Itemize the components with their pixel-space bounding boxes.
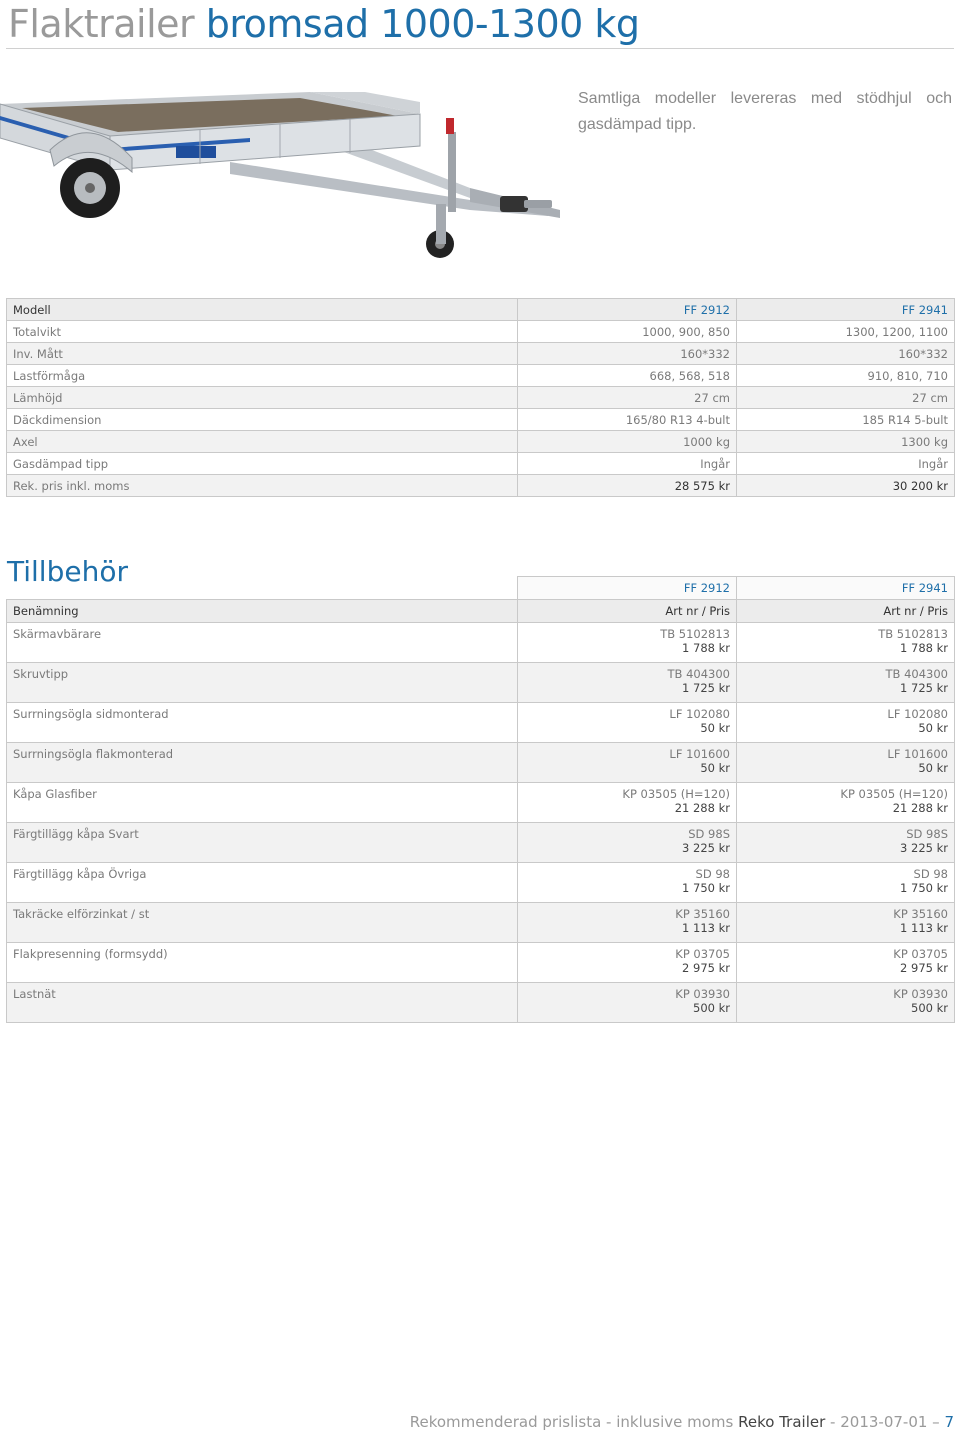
column-name-header: Benämning [7,600,518,623]
accessory-a [518,743,737,783]
article-number: KP 03705 [893,947,948,961]
spec-value-b: 27 cm [737,387,955,409]
accessory-a [518,863,737,903]
article-number: LF 101600 [669,747,730,761]
accessory-b [737,983,955,1023]
spec-value-b: 1300, 1200, 1100 [737,321,955,343]
accessory-b [737,623,955,663]
accessory-row [7,743,955,783]
accessory-name: Färgtillägg kåpa Svart [7,823,518,863]
accessory-name: Kåpa Glasfiber [7,783,518,823]
spec-label: Rek. pris inkl. moms [7,475,518,497]
spec-value-b: Ingår [737,453,955,475]
spec-value-a: 27 cm [518,387,737,409]
spec-value-a: 1000 kg [518,431,737,453]
spec-value-b: 1300 kg [737,431,955,453]
spec-row [7,409,955,431]
price: 1 725 kr [682,681,730,695]
page-title [8,2,640,46]
price: 1 750 kr [682,881,730,895]
accessory-a [518,663,737,703]
price: 1 750 kr [900,881,948,895]
accessory-b [737,863,955,903]
accessories-title: Tillbehör [7,555,128,588]
spec-value-a: 160*332 [518,343,737,365]
spec-value-a: 1000, 900, 850 [518,321,737,343]
spec-value-a: 165/80 R13 4-bult [518,409,737,431]
article-number: KP 03930 [893,987,948,1001]
spec-value-b: 30 200 kr [737,475,955,497]
title-divider [6,48,954,49]
accessory-b [737,823,955,863]
spec-row [7,431,955,453]
accessory-row [7,983,955,1023]
spec-label: Modell [7,299,518,321]
accessory-row [7,903,955,943]
accessory-a [518,903,737,943]
accessory-row [7,823,955,863]
accessory-name: Färgtillägg kåpa Övriga [7,863,518,903]
spec-label: Gasdämpad tipp [7,453,518,475]
price: 3 225 kr [682,841,730,855]
spec-label: Lastförmåga [7,365,518,387]
spec-row [7,453,955,475]
spec-label: Inv. Mått [7,343,518,365]
accessory-row [7,783,955,823]
spec-label: Däckdimension [7,409,518,431]
accessory-name: Lastnät [7,983,518,1023]
price: 1 788 kr [682,641,730,655]
accessory-b [737,743,955,783]
accessory-row [7,623,955,663]
article-number: KP 03705 [675,947,730,961]
price: 1 725 kr [900,681,948,695]
spec-value-b: 910, 810, 710 [737,365,955,387]
price: 3 225 kr [900,841,948,855]
trailer-image [0,92,580,270]
spec-label: Axel [7,431,518,453]
spec-table [6,298,955,497]
column-a-header: Art nr / Pris [518,600,737,623]
accessory-name: Flakpresenning (formsydd) [7,943,518,983]
price: 21 288 kr [674,801,730,815]
model-spacer [7,577,518,600]
spec-row [7,387,955,409]
accessory-row [7,863,955,903]
price: 50 kr [700,761,730,775]
article-number: TB 5102813 [660,627,730,641]
accessories-model-a: FF 2912 [518,577,737,600]
spec-label: Totalvikt [7,321,518,343]
page-number: 7 [944,1413,954,1431]
spec-value-a: Ingår [518,453,737,475]
price: 50 kr [918,761,948,775]
spec-row [7,365,955,387]
page-footer [410,1413,954,1431]
price: 1 113 kr [682,921,730,935]
article-number: TB 404300 [885,667,948,681]
article-number: LF 102080 [887,707,948,721]
column-b-header: Art nr / Pris [737,600,955,623]
article-number: SD 98S [906,827,948,841]
spec-model-a: FF 2912 [518,299,737,321]
accessory-row [7,703,955,743]
price: 1 788 kr [900,641,948,655]
price: 2 975 kr [900,961,948,975]
accessory-a [518,703,737,743]
accessory-b [737,783,955,823]
accessory-a [518,783,737,823]
price: 500 kr [911,1001,948,1015]
article-number: LF 102080 [669,707,730,721]
accessory-name: Surrningsögla sidmonterad [7,703,518,743]
accessory-row [7,663,955,703]
price: 2 975 kr [682,961,730,975]
price: 50 kr [918,721,948,735]
accessory-row [7,943,955,983]
article-number: TB 404300 [667,667,730,681]
accessory-name: Skruvtipp [7,663,518,703]
accessories-model-row [7,577,955,600]
spec-value-b: 160*332 [737,343,955,365]
article-number: KP 03505 (H=120) [840,787,948,801]
accessories-table [6,576,955,1023]
spec-header-row [7,299,955,321]
price: 1 113 kr [900,921,948,935]
price: 500 kr [693,1001,730,1015]
price: 21 288 kr [892,801,948,815]
spec-row [7,343,955,365]
accessory-a [518,983,737,1023]
spec-value-b: 185 R14 5-bult [737,409,955,431]
article-number: KP 03505 (H=120) [622,787,730,801]
accessory-name: Takräcke elförzinkat / st [7,903,518,943]
accessory-a [518,943,737,983]
accessory-b [737,663,955,703]
article-number: LF 101600 [887,747,948,761]
spec-label: Lämhöjd [7,387,518,409]
spec-model-b: FF 2941 [737,299,955,321]
article-number: TB 5102813 [878,627,948,641]
accessory-name: Skärmavbärare [7,623,518,663]
accessories-header-row [7,600,955,623]
accessory-b [737,943,955,983]
spec-row [7,321,955,343]
page-title-light: Flaktrailer [8,2,195,46]
accessory-b [737,703,955,743]
article-number: KP 35160 [893,907,948,921]
article-number: SD 98 [913,867,948,881]
accessories-model-b: FF 2941 [737,577,955,600]
accessory-name: Surrningsögla flakmonterad [7,743,518,783]
spec-price-row [7,475,955,497]
footer-text: Rekommenderad prislista - inklusive moms [409,1413,734,1431]
spec-value-a: 668, 568, 518 [518,365,737,387]
intro-text: Samtliga modeller levereras med stödhjul och gasdämpad tipp. [578,90,952,133]
footer-brand: Reko Trailer [738,1413,826,1431]
price: 50 kr [700,721,730,735]
article-number: KP 03930 [675,987,730,1001]
footer-date: - 2013-07-01 – [830,1413,940,1431]
accessory-b [737,903,955,943]
article-number: KP 35160 [675,907,730,921]
page-title-strong: bromsad 1000-1300 kg [205,2,640,46]
accessory-a [518,623,737,663]
article-number: SD 98S [688,827,730,841]
article-number: SD 98 [695,867,730,881]
spec-value-a: 28 575 kr [518,475,737,497]
accessory-a [518,823,737,863]
